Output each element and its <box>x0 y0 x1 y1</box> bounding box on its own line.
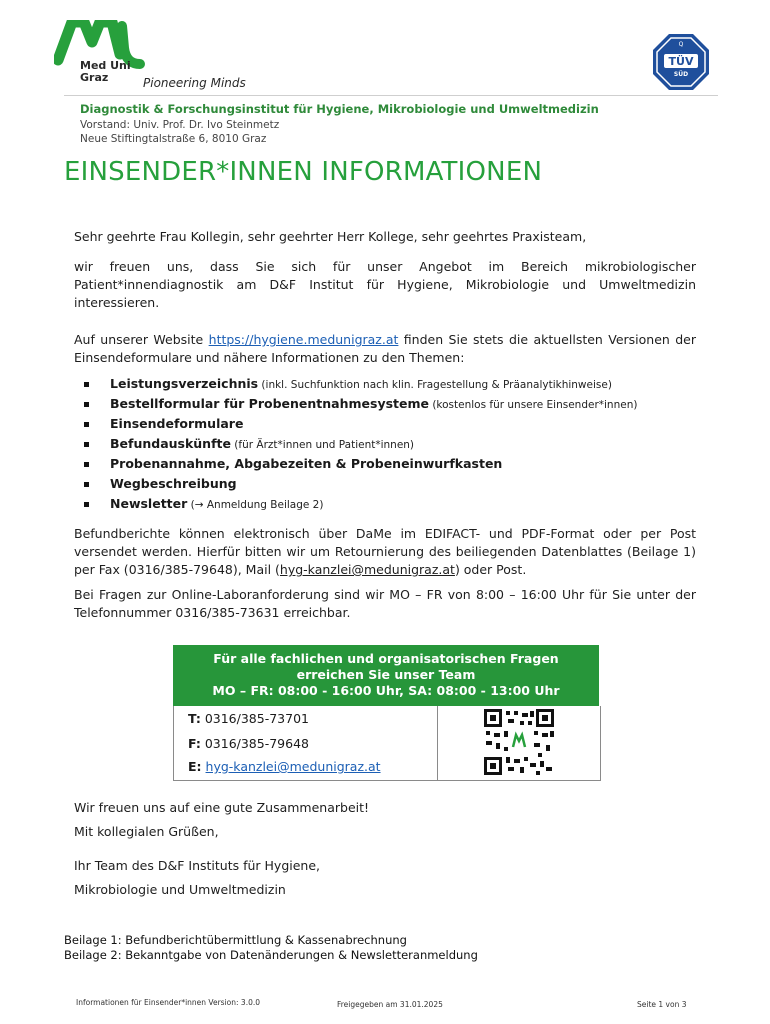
website-paragraph: Auf unserer Website https://hygiene.medunigraz.at finden Sie stets die aktuellsten Versionen der Einsendeformulare und nähere Informationen zu den Themen: <box>74 332 696 365</box>
topic-list <box>84 374 704 514</box>
bullet-icon <box>84 462 89 467</box>
contact-box-line1: Für alle fachlichen und organisatorischen Fragen <box>213 651 559 666</box>
bullet-icon <box>84 482 89 487</box>
bullet-icon <box>84 502 89 507</box>
list-item: Bestellformular für Probenentnahmesysteme (kostenlos für unsere Einsender*innen) <box>84 394 704 414</box>
contact-box-line2: erreichen Sie unser Team <box>296 667 476 682</box>
bullet-icon <box>84 422 89 427</box>
closing-line2: Mit kollegialen Grüßen, <box>74 824 219 839</box>
institute-name: Diagnostik & Forschungsinstitut für Hygiene, Mikrobiologie und Umweltmedizin <box>80 102 599 116</box>
footer-release: Freigegeben am 31.01.2025 <box>337 1000 443 1009</box>
closing-line3: Ihr Team des D&F Instituts für Hygiene, <box>74 858 321 873</box>
email-line: E: hyg-kanzlei@medunigraz.at <box>188 759 381 774</box>
tuv-seal-top: Q <box>678 41 684 48</box>
tuv-seal-text: TÜV <box>668 55 694 68</box>
institute-address: Neue Stiftingtalstraße 6, 8010 Graz <box>80 133 267 145</box>
list-item: Wegbeschreibung <box>84 474 704 494</box>
beilage-1: Beilage 1: Befundberichtübermittlung & Kassenabrechnung <box>64 933 407 947</box>
footer-version: Informationen für Einsender*innen Version: 3.0.0 <box>76 998 261 1007</box>
contact-box-header <box>173 645 599 706</box>
email-link[interactable]: hyg-kanzlei@medunigraz.at <box>205 759 381 774</box>
list-item: Einsendeformulare <box>84 414 704 434</box>
beilage-2: Beilage 2: Bekanntgabe von Datenänderungen & Newsletteranmeldung <box>64 948 478 962</box>
fragen-paragraph: Bei Fragen zur Online-Laboranforderung sind wir MO – FR von 8:00 – 16:00 Uhr für Sie unter der Telefonnummer 0316/385-73631 erreichbar. <box>74 587 696 620</box>
bullet-icon <box>84 382 89 387</box>
befund-mail-link[interactable]: hyg-kanzlei@medunigraz.at <box>279 562 455 577</box>
contact-box-line3: MO – FR: 08:00 - 16:00 Uhr, SA: 08:00 - 13:00 Uhr <box>212 683 560 698</box>
closing-line1: Wir freuen uns auf eine gute Zusammenarbeit! <box>74 800 370 815</box>
qr-code-icon[interactable] <box>484 709 554 775</box>
bullet-icon <box>84 442 89 447</box>
intro-paragraph: wir freuen uns, dass Sie sich für unser Angebot im Bereich mikrobiologischer Patient*innendiagnostik am D&F Institut für Hygiene, Mikrobiologie und Umweltmedizin interessieren. <box>74 259 696 310</box>
list-item: Probenannahme, Abgabezeiten & Probeneinwurfkasten <box>84 454 704 474</box>
greeting: Sehr geehrte Frau Kollegin, sehr geehrter Herr Kollege, sehr geehrtes Praxisteam, <box>74 229 587 244</box>
tuv-seal-subtext: SÜD <box>673 71 689 78</box>
fax-line: F: 0316/385-79648 <box>188 736 309 751</box>
contact-box-divider <box>437 706 438 780</box>
list-item: Befundauskünfte (für Ärzt*innen und Patient*innen) <box>84 434 704 454</box>
page-title: EINSENDER*INNEN INFORMATIONEN <box>64 157 543 187</box>
phone-line: T: 0316/385-73701 <box>188 711 309 726</box>
header-divider <box>64 95 718 96</box>
bullet-icon <box>84 402 89 407</box>
website-link[interactable]: https://hygiene.medunigraz.at <box>208 332 399 347</box>
befund-paragraph: Befundberichte können elektronisch über DaMe im EDIFACT- und PDF-Format oder per Post versendet werden. Hierfür bitten wir um Retournierung des beiliegenden Datenblattes (Beilage 1) per Fax (0316/385-79648), Mail (hyg-kanzlei@medunigraz.at) oder Post. <box>74 526 696 577</box>
logo-text: Med Uni Graz <box>80 59 131 84</box>
list-item: Leistungsverzeichnis (inkl. Suchfunktion nach klin. Fragestellung & Präanalytikhinweise) <box>84 374 704 394</box>
list-item: Newsletter (→ Anmeldung Beilage 2) <box>84 494 704 514</box>
institute-head: Vorstand: Univ. Prof. Dr. Ivo Steinmetz <box>80 119 280 131</box>
tuv-sud-seal <box>651 32 711 92</box>
closing-line4: Mikrobiologie und Umweltmedizin <box>74 882 286 897</box>
tagline: Pioneering Minds <box>143 76 246 90</box>
footer-page: Seite 1 von 3 <box>637 1000 687 1009</box>
